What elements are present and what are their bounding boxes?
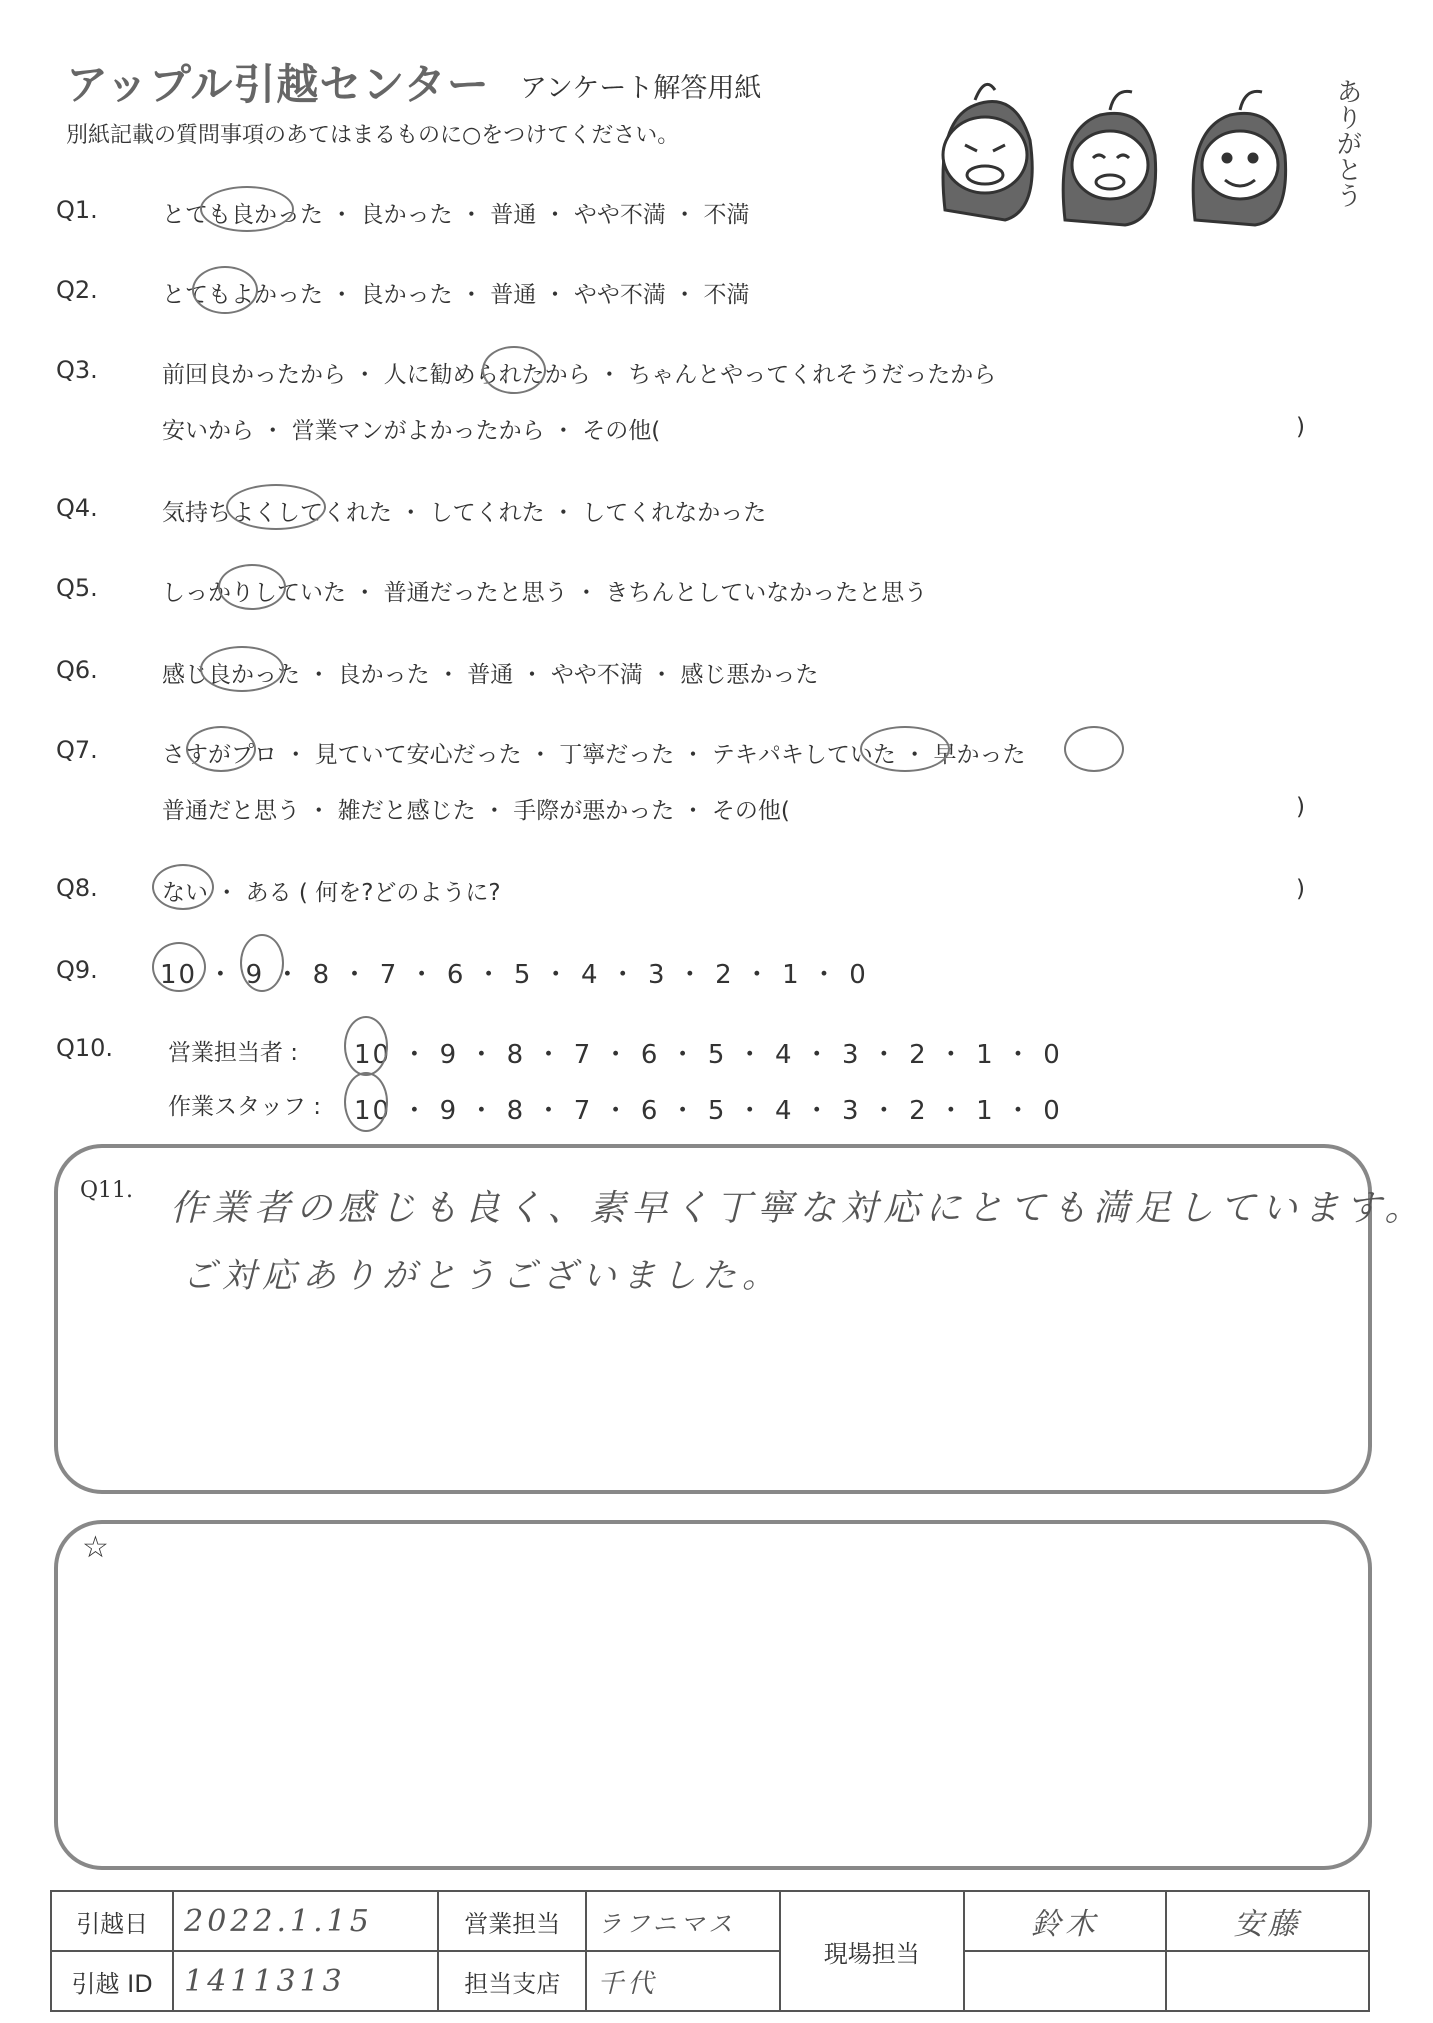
footer-info-table	[50, 1890, 1370, 2012]
branch-label: 担当支店	[438, 1951, 586, 2011]
q6-selected-mark	[200, 646, 284, 692]
q4-options[interactable]: 気持ちよくしてくれた ・ してくれた ・ してくれなかった	[162, 500, 767, 526]
q11-number: Q11.	[80, 1178, 134, 1203]
site-staff-label: 現場担当	[780, 1891, 964, 2011]
q8-paren-close: )	[1296, 876, 1305, 902]
q3-number: Q3.	[56, 356, 98, 384]
q9-number: Q9.	[56, 956, 98, 984]
q10-sales-label: 営業担当者 :	[168, 1040, 299, 1066]
mascot-illustration	[905, 60, 1325, 230]
q2-selected-mark	[192, 266, 258, 314]
site-staff-2: 安藤	[1166, 1891, 1369, 1951]
q3-paren-close: )	[1296, 414, 1305, 440]
q7-selected-mark-1	[186, 726, 256, 772]
q5-selected-mark	[218, 564, 286, 610]
q2-options[interactable]: とてもよかった ・ 良かった ・ 普通 ・ やや不満 ・ 不満	[162, 282, 750, 308]
q10-number: Q10.	[56, 1034, 114, 1062]
move-date-label: 引越日	[51, 1891, 173, 1951]
company-title: アップル引越センター	[66, 60, 490, 109]
site-staff-1: 鈴木	[964, 1891, 1167, 1951]
thanks-text: ありがとう	[1332, 78, 1362, 208]
form-subtitle: アンケート解答用紙	[520, 73, 762, 104]
q7-options[interactable]: さすがプロ ・ 見ていて安心だった ・ 丁寧だった ・ テキパキしていた ・ 早かった	[162, 742, 1026, 768]
mascot-left	[943, 84, 1032, 220]
q8-options[interactable]: ない ・ ある ( 何を?どのように?	[162, 880, 501, 906]
q9-selected-mark-2	[240, 934, 284, 992]
q4-number: Q4.	[56, 494, 98, 522]
q10-staff-selected-mark	[344, 1072, 388, 1132]
q8-number: Q8.	[56, 874, 98, 902]
sales-rep-label: 営業担当	[438, 1891, 586, 1951]
q9-scale[interactable]: 10 ・ 9 ・ 8 ・ 7 ・ 6 ・ 5 ・ 4 ・ 3 ・ 2 ・ 1 ・ 0	[160, 960, 868, 990]
q6-number: Q6.	[56, 656, 98, 684]
q11-answer-line2: ご対応ありがとうございました。	[182, 1256, 782, 1296]
q7-number: Q7.	[56, 736, 98, 764]
instruction-text: 別紙記載の質問事項のあてはまるものに○をつけてください。	[66, 123, 680, 148]
mascot-right	[1193, 91, 1285, 225]
q10-sales-scale[interactable]: 10 ・ 9 ・ 8 ・ 7 ・ 6 ・ 5 ・ 4 ・ 3 ・ 2 ・ 1 ・ 0	[354, 1040, 1062, 1070]
sales-rep-value: ラフニマス	[586, 1891, 779, 1951]
note-box[interactable]	[54, 1520, 1372, 1870]
move-id-label: 引越 ID	[51, 1951, 173, 2011]
move-id-value: 1411313	[173, 1951, 438, 2011]
q6-options[interactable]: 感じ良かった ・ 良かった ・ 普通 ・ やや不満 ・ 感じ悪かった	[162, 662, 819, 688]
q7-options-line2[interactable]: 普通だと思う ・ 雑だと感じた ・ 手際が悪かった ・ その他(	[162, 798, 790, 824]
q7-selected-mark-2	[860, 726, 950, 772]
q10-staff-scale[interactable]: 10 ・ 9 ・ 8 ・ 7 ・ 6 ・ 5 ・ 4 ・ 3 ・ 2 ・ 1 ・ 0	[354, 1096, 1062, 1126]
q10-sales-selected-mark	[344, 1016, 388, 1076]
q10-staff-label: 作業スタッフ :	[168, 1094, 322, 1120]
q1-selected-mark	[200, 186, 294, 232]
q3-options-line2[interactable]: 安いから ・ 営業マンがよかったから ・ その他(	[162, 418, 661, 444]
star-icon: ☆	[82, 1530, 109, 1565]
q4-selected-mark	[226, 484, 326, 530]
q7-paren-close: )	[1296, 794, 1305, 820]
q3-selected-mark	[482, 346, 546, 394]
q2-number: Q2.	[56, 276, 98, 304]
q1-options[interactable]: とても良かった ・ 良かった ・ 普通 ・ やや不満 ・ 不満	[162, 202, 750, 228]
site-staff-3-empty	[964, 1951, 1167, 2011]
q9-selected-mark-1	[152, 942, 206, 992]
q5-number: Q5.	[56, 574, 98, 602]
q7-selected-mark-3	[1064, 726, 1124, 772]
q1-number: Q1.	[56, 196, 98, 224]
q5-options[interactable]: しっかりしていた ・ 普通だったと思う ・ きちんとしていなかったと思う	[162, 580, 928, 606]
mascot-center	[1063, 91, 1155, 225]
q8-selected-mark	[152, 864, 214, 910]
branch-value: 千代	[586, 1951, 779, 2011]
q11-answer-line1: 作業者の感じも良く、素早く丁寧な対応にとても満足しています。	[170, 1188, 1427, 1229]
q3-options[interactable]: 前回良かったから ・ 人に勧められたから ・ ちゃんとやってくれそうだったから	[162, 362, 997, 388]
site-staff-4-empty	[1166, 1951, 1369, 2011]
move-date-value: 2022.1.15	[173, 1891, 438, 1951]
